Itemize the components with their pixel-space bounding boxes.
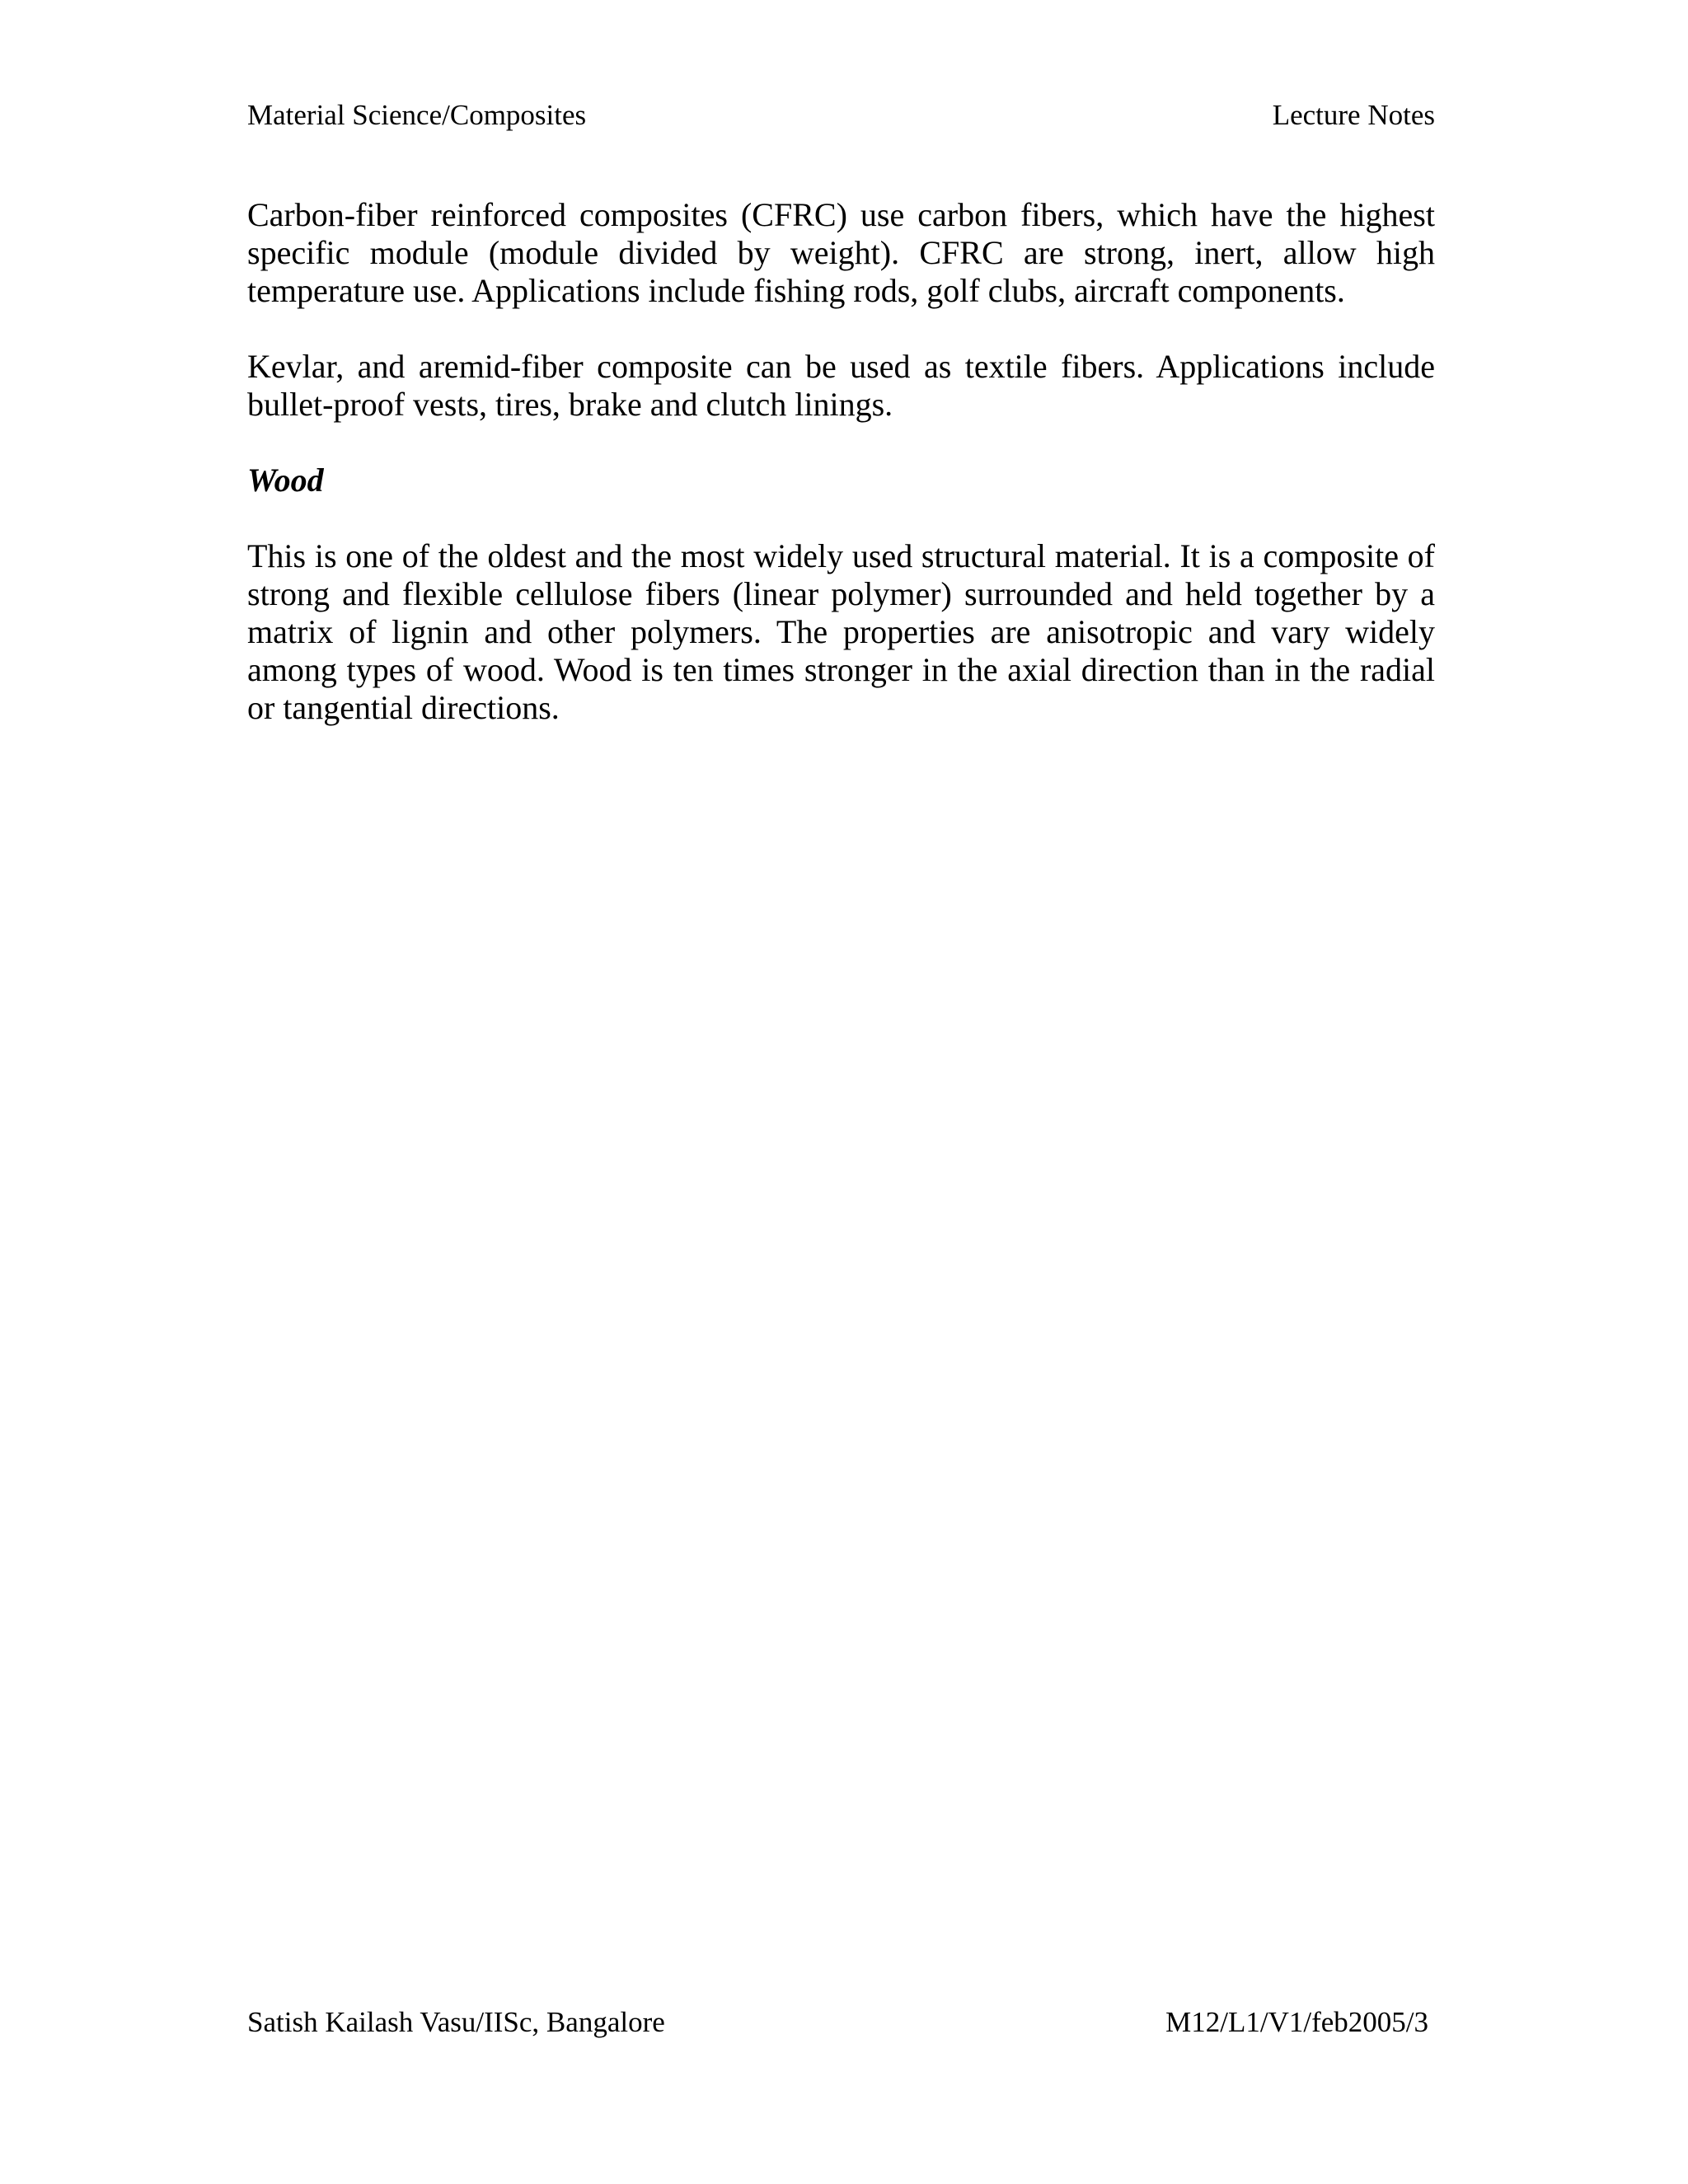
document-body — [247, 196, 1435, 727]
header-doc-type: Lecture Notes — [1272, 99, 1435, 131]
section-heading-wood: Wood — [247, 462, 324, 499]
footer-author: Satish Kailash Vasu/IISc, Bangalore — [247, 2006, 665, 2038]
paragraph-kevlar: Kevlar, and aremid-fiber composite can be used as textile fibers. Applications include bullet-proof vests, tires, brake and clutch linings. — [247, 348, 1435, 423]
paragraph-wood: This is one of the oldest and the most widely used structural material. It is a composite of strong and flexible cellulose fibers (linear polymer) surrounded and held together by a matrix of lignin and other polymers. The properties are anisotropic and vary widely among types of wood. Wood is ten times stronger in the axial direction than in the radial or tangential directions. — [247, 537, 1435, 726]
header-course-title: Material Science/Composites — [247, 99, 587, 131]
footer-page-id: M12/L1/V1/feb2005/3 — [1165, 2006, 1428, 2038]
paragraph-cfrc: Carbon-fiber reinforced composites (CFRC) use carbon fibers, which have the highest specific module (module divided by weight). CFRC are strong, inert, allow high temperature use. Applications include fishing rods, golf clubs, aircraft components. — [247, 196, 1435, 309]
